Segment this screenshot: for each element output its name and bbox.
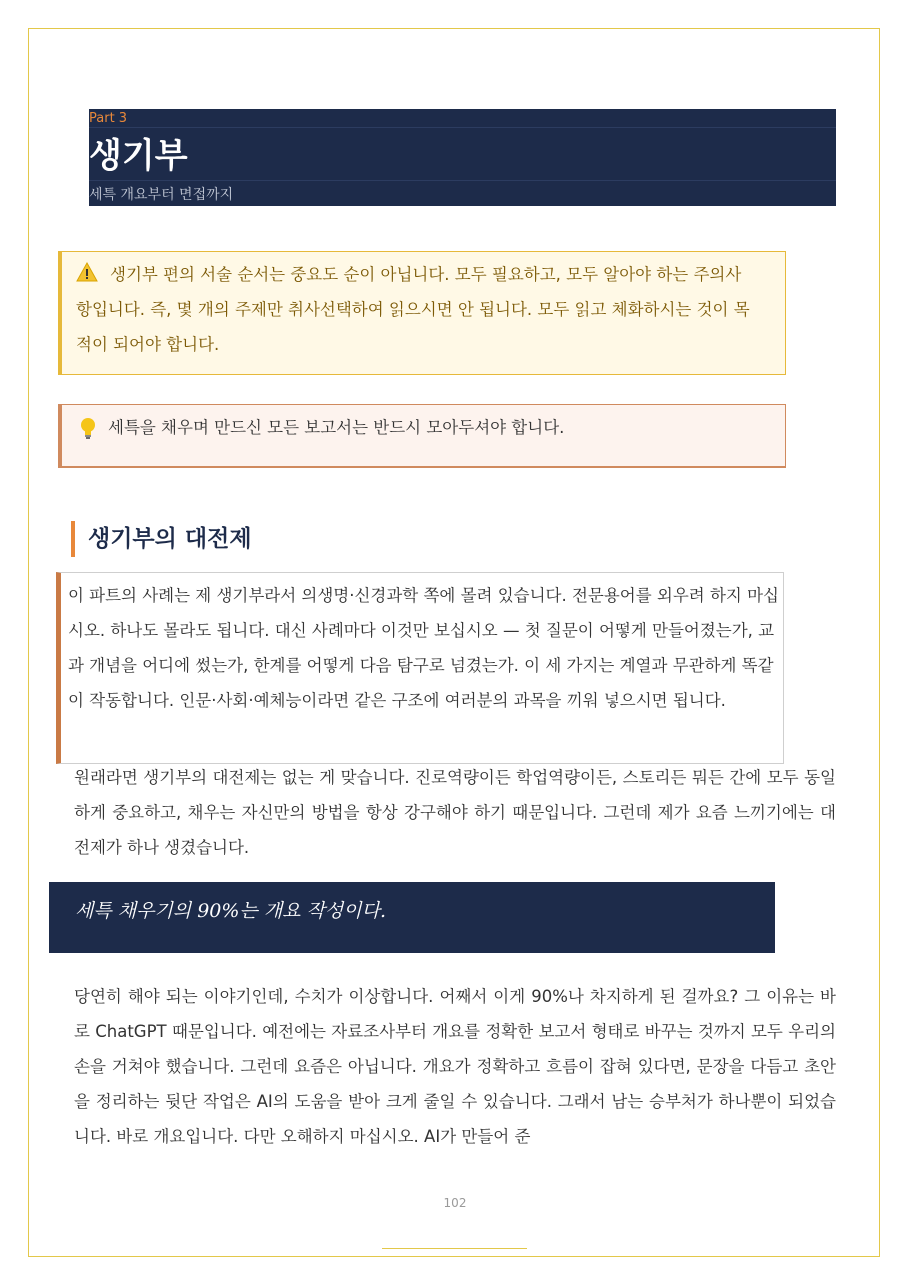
quote-block — [56, 572, 784, 764]
tip-text: 세특을 채우며 만드신 모든 보고서는 반드시 모아두셔야 합니다. — [108, 418, 565, 437]
part-title-divider — [89, 180, 836, 181]
quote-text: 이 파트의 사례는 제 생기부라서 의생명·신경과학 쪽에 몰려 있습니다. 전문용어를 외우려 하지 마십시오. 하나도 몰라도 됩니다. 대신 사례마다 이것만 보십시오 — 첫 질문이 어떻게 만들어졌는가, 교과 개념을 어디에 썼는가, 한계를 어떻게 다음 탐구로 넘겼는가. 이 세 가지는 계열과 무관하게 똑같이 작동합니다. 인문·사회·예체능이라면 같은 구조에 여러분의 과목을 끼워 넣으시면 됩니다. — [68, 586, 779, 710]
part-label: Part 3 — [89, 110, 836, 128]
part-title: 생기부 — [89, 136, 188, 176]
part-header — [89, 109, 836, 206]
footer-rule — [382, 1248, 527, 1249]
body-paragraph-1: 원래라면 생기부의 대전제는 없는 게 맞습니다. 진로역량이든 학업역량이든, 스토리든 뭐든 간에 모두 동일하게 중요하고, 채우는 자신만의 방법을 항상 강구해야 하기 때문입니다. 그런데 제가 요즘 느끼기에는 대전제가 하나 생겼습니다. — [74, 768, 836, 857]
part-subtitle: 세특 개요부터 면접까지 — [89, 187, 234, 203]
warning-callout — [58, 251, 786, 375]
highlight-callout — [49, 882, 775, 953]
highlight-callout-text: 세특 채우기의 90%는 개요 작성이다. — [75, 900, 387, 922]
section-heading: 생기부의 대전제 — [71, 521, 252, 557]
warning-text: 생기부 편의 서술 순서는 중요도 순이 아닙니다. 모두 필요하고, 모두 알아야 하는 주의사항입니다. 즉, 몇 개의 주제만 취사선택하여 읽으시면 안 됩니다. 모두 읽고 체화하시는 것이 목적이 되어야 합니다. — [76, 265, 750, 354]
tip-callout — [58, 404, 786, 468]
lightbulb-icon — [79, 417, 97, 441]
page-number: 102 — [443, 1196, 467, 1210]
body-paragraph-2: 당연히 해야 되는 이야기인데, 수치가 이상합니다. 어째서 이게 90%나 차지하게 된 걸까요? 그 이유는 바로 ChatGPT 때문입니다. 예전에는 자료조사부터 개요를 정확한 보고서 형태로 바꾸는 것까지 모두 우리의 손을 거쳐야 했습니다. 그런데 요즘은 아닙니다. 개요가 정확하고 흐름이 잡혀 있다면, 문장을 다듬고 초안을 정리하는 뒷단 작업은 AI의 도움을 받아 크게 줄일 수 있습니다. 그래서 남는 승부처가 하나뿐이 되었습니다. 바로 개요입니다. 다만 오해하지 마십시오. AI가 만들어 준 — [74, 987, 836, 1146]
